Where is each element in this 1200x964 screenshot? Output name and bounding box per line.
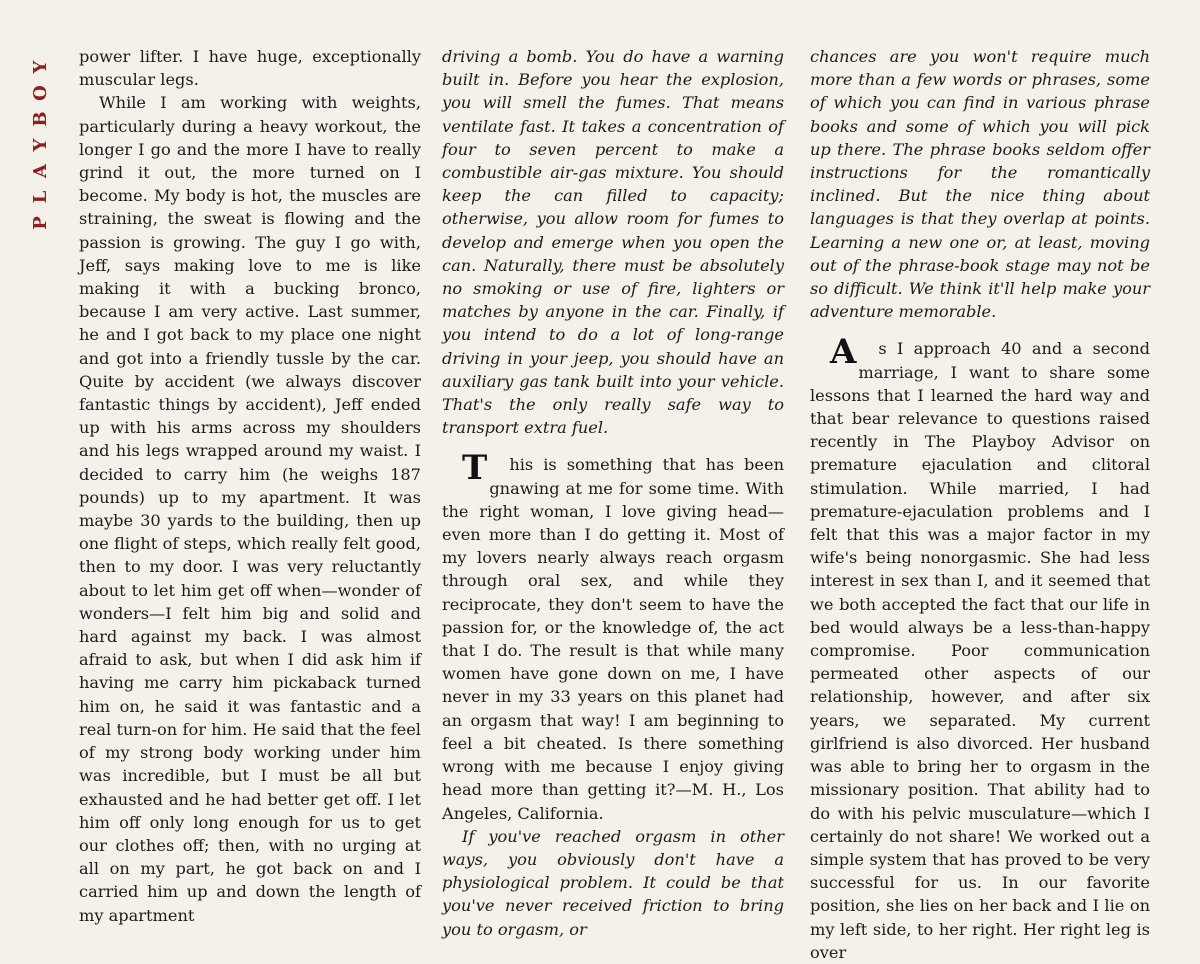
running-head-letter: B bbox=[30, 111, 51, 127]
reader-letter bbox=[810, 332, 1150, 963]
paragraph-1: power lifter. I have huge, exceptionally muscular legs. bbox=[79, 47, 421, 90]
running-head-playboy bbox=[22, 42, 62, 232]
running-head-letter: Y bbox=[30, 138, 51, 152]
running-head-letter: Y bbox=[30, 60, 51, 74]
advisor-answer-continued: driving a bomb. You do have a warning built in. Before you hear the explosion, you will smell the fumes. That means ventilate fast. It takes a concentration of four to seven percent to make a combustible air-gas mixture. You should keep the can filled to capacity; otherwise, you allow room for fumes to develop and emerge when you open the can. Naturally, there must be absolutely no smoking or use of fire, lighters or matches by anyone in the car. Finally, if you intend to do a lot of long-range driving in your jeep, you should have an auxiliary gas tank built into your vehicle. That's the only really safe way to transport extra fuel. bbox=[442, 47, 784, 438]
paragraph-2: While I am working with weights, particularly during a heavy workout, the longer I go and the more I have to really grind it out, the more turned on I become. My body is hot, the muscles are straining, the sweat is flowing and the passion is growing. The guy I go with, Jeff, says making love to me is like making it with a bucking bronco, because I am very active. Last summer, he and I got back to my place one night and got into a friendly tussle by the car. Quite by accident (we always discover fantastic things by accident), Jeff ended up with his arms across my shoulders and his legs wrapped around my waist. I decided to carry him (he weighs 187 pounds) up to my apartment. It was maybe 30 yards to the building, then up one flight of steps, which really felt good, then to my door. I was very reluctantly about to let him get off when—wonder of wonders—I felt him big and solid and hard against my back. I was almost afraid to ask, but when I did ask him if having me carry him pickaback turned him on, he said it was fantastic and a real turn-on for him. He said that the feel of my strong body working under him was incredible, but I must be all but exhausted and he had better get off. I let him off only long enough for us to get our clothes off; then, with no urging at all on my part, he got back on and I carried him up and down the length of my apartment bbox=[79, 93, 421, 925]
reader-letter-text: his is something that has been gnawing at me for some time. With the right woman, I love giving head—even more than I do getting it. Most of my lovers nearly always reach orgasm through oral sex, and while they reciprocate, they don't seem to have the passion for, or the knowledge of, the act that I do. The result is that while many women have gone down on me, I have never in my 33 years on this planet had an orgasm that way! I am beginning to feel a bit cheated. Is there something wrong with me because I enjoy giving head more than getting it?—M. H., Los Angeles, California. bbox=[442, 455, 784, 823]
running-head-letter: A bbox=[30, 164, 51, 178]
running-head-letter: O bbox=[30, 85, 51, 101]
running-head-letter: L bbox=[30, 190, 51, 204]
reader-letter-text: s I approach 40 and a second marriage, I want to share some lessons that I learned the hard way and that bear relevance to questions raised recently in The Playboy Advisor on premature ejaculation and clitoral stimulation. While married, I had premature-ejaculation problems and I felt that this was a major factor in my wife's being nonorgasmic. She had less interest in sex than I, and it seemed that we both accepted the fact that our life in bed would always be a less-than-happy compromise. Poor communication permeated other aspects of our relationship, however, and after six years, we separated. My current girlfriend is also divorced. Her husband was able to bring her to orgasm in the missionary position. That ability had to do with his pelvic musculature—which I certainly do not share! We worked out a simple system that has proved to be very successful for us. In our favorite position, she lies on her back and I lie on my left side, to her right. Her right leg is over bbox=[810, 339, 1150, 962]
column-2 bbox=[442, 45, 784, 941]
drop-cap: T bbox=[462, 448, 488, 489]
column-1 bbox=[79, 45, 421, 927]
column-3 bbox=[810, 45, 1150, 964]
drop-cap: A bbox=[830, 332, 857, 373]
advisor-answer: If you've reached orgasm in other ways, you obviously don't have a physiological problem. It could be that you've never received friction to bring you to orgasm, or bbox=[442, 826, 784, 939]
advisor-answer-continued: chances are you won't require much more than a few words or phrases, some of which you can find in various phrase books and some of which you will pick up there. The phrase books seldom offer instructions for the romantically inclined. But the nice thing about languages is that they overlap at points. Learning a new one or, at least, moving out of the phrase-book stage may not be so difficult. We think it'll help make your adventure memorable. bbox=[810, 47, 1150, 322]
running-head-letter: P bbox=[30, 216, 51, 230]
reader-letter bbox=[442, 448, 784, 824]
